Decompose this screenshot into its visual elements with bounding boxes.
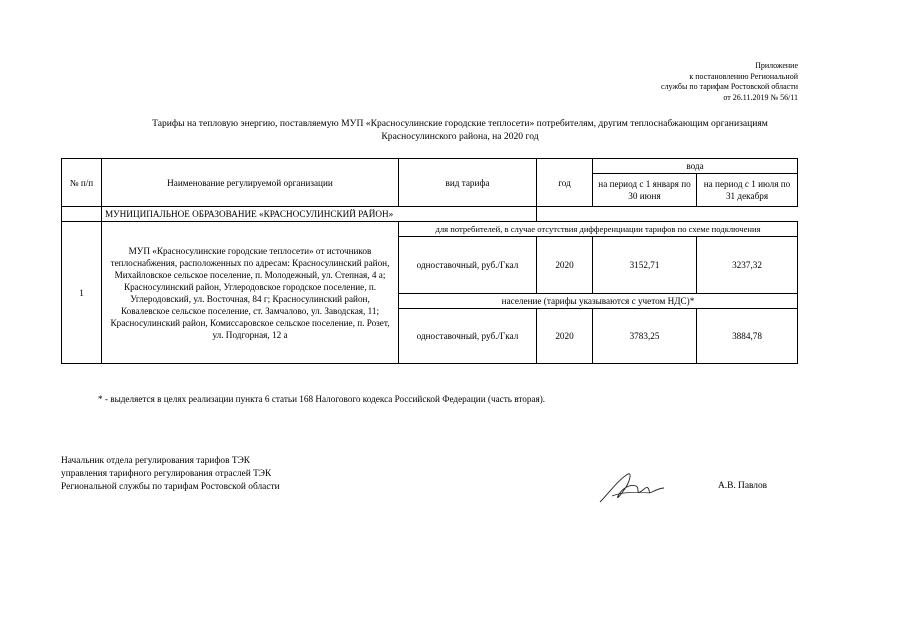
row2-tariff-type: одноставочный, руб./Гкал xyxy=(399,309,537,364)
row-number: 1 xyxy=(62,222,102,364)
appendix-line: Приложение xyxy=(755,61,798,70)
document-title xyxy=(80,117,840,143)
section-consumers: для потребителей, в случае отсутствия дифференциации тарифов по схеме подключения xyxy=(399,222,798,237)
row1-tariff-type: одноставочный, руб./Гкал xyxy=(399,237,537,294)
row1-period-1: 3152,71 xyxy=(593,237,697,294)
title-line: Тарифы на тепловую энергию, поставляемую МУП «Красносулинские городские теплосети» потребителям, другим теплоснабжающим организациям xyxy=(152,118,768,129)
municipality-num-cell xyxy=(62,207,102,222)
header-period-1: на период с 1 января по 30 июня xyxy=(593,174,697,207)
row2-period-1: 3783,25 xyxy=(593,309,697,364)
row2-year: 2020 xyxy=(537,309,593,364)
signer-line: управления тарифного регулирования отраслей ТЭК xyxy=(61,469,272,479)
header-period-2: на период с 1 июля по 31 декабря xyxy=(697,174,798,207)
appendix-block xyxy=(661,61,798,103)
signature-image xyxy=(592,466,672,506)
header-tariff-type: вид тарифа xyxy=(399,159,537,207)
section-population: население (тарифы указываются с учетом НДС)* xyxy=(399,294,798,309)
tariff-table xyxy=(61,158,798,364)
appendix-line: от 26.11.2019 № 56/11 xyxy=(723,92,798,102)
signer-block xyxy=(61,455,280,494)
municipality-spacer xyxy=(537,207,798,222)
municipality-row: МУНИЦИПАЛЬНОЕ ОБРАЗОВАНИЕ «КРАСНОСУЛИНСКИЙ РАЙОН» xyxy=(102,207,537,222)
signer-line: Начальник отдела регулирования тарифов ТЭК xyxy=(61,456,251,466)
header-water: вода xyxy=(593,159,798,174)
header-num: № п/п xyxy=(62,159,102,207)
appendix-line: службы по тарифам Ростовской области xyxy=(661,82,798,91)
title-line: Красносулинского района, на 2020 год xyxy=(381,131,539,142)
row2-period-2: 3884,78 xyxy=(697,309,798,364)
row1-year: 2020 xyxy=(537,237,593,294)
organization-name: МУП «Красносулинские городские теплосети» от источников теплоснабжения, расположенных по адресам: Красносулинский район, Михайловское сельское поселение, п. Молодежный, ул. Степная, 4 а; Красносулинский район, Углеродовское городское поселение, п. Углеродовский, ул. Восточная, 84 г; Красносулинский район, Ковалевское сельское поселение, ст. Замчалово, ул. Заводская, 11; Красносулинский район, Комиссаровское сельское поселение, п. Розет, ул. Подгорная, 12 а xyxy=(102,222,399,364)
row1-period-2: 3237,32 xyxy=(697,237,798,294)
appendix-line: к постановлению Региональной xyxy=(689,71,798,81)
header-org: Наименование регулируемой организации xyxy=(102,159,399,207)
signer-line: Региональной службы по тарифам Ростовской области xyxy=(61,482,280,492)
footnote: * - выделяется в целях реализации пункта 6 статьи 168 Налогового кодекса Российской Федерации (часть вторая). xyxy=(98,394,546,404)
header-year: год xyxy=(537,159,593,207)
signer-name: А.В. Павлов xyxy=(718,481,768,491)
